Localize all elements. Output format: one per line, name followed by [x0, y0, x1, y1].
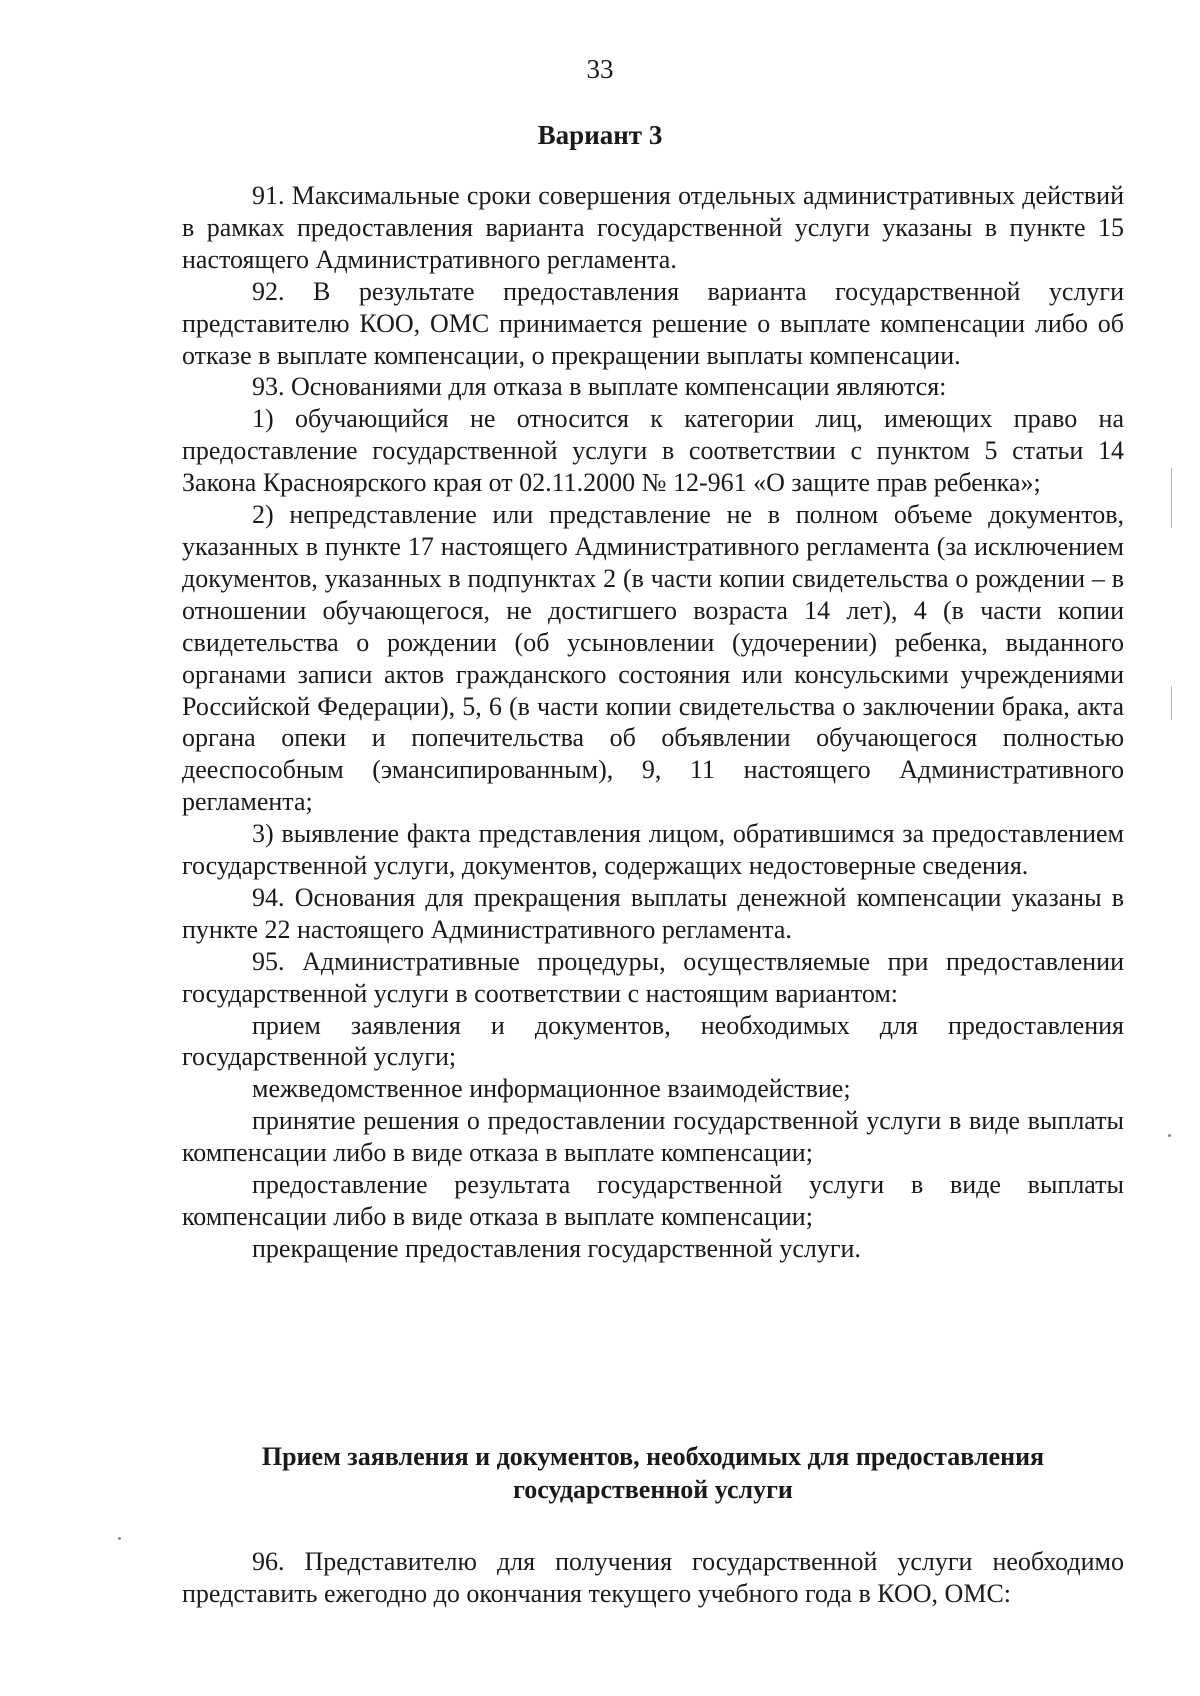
- section-heading: Прием заявления и документов, необходимых для предоставления государственной услуги: [261, 1442, 1045, 1504]
- procedure-item-1: прием заявления и документов, необходимых для предоставления государственной услуги;: [182, 1010, 1124, 1072]
- scan-artifact-dot: [1168, 1134, 1171, 1137]
- paragraph-93: 93. Основаниями для отказа в выплате компенсации являются:: [252, 372, 947, 402]
- procedure-item-2: межведомственное информационное взаимодействие;: [252, 1074, 851, 1104]
- scan-artifact-dot: [118, 1537, 121, 1540]
- paragraph-94: 94. Основания для прекращения выплаты денежной компенсации указаны в пункте 22 настоящего Административного регламента.: [182, 882, 1124, 944]
- list-item-2: 2) непредставление или представление не в полном объеме документов, указанных в пункте 17 настоящего Административного регламента (за исключением документов, указанных в подпунктах 2 (в части копии свидетельства о рождении – в отношении обучающегося, не достигшего возраста 14 лет), 4 (в части копии свидетельства о рождении (об усыновлении (удочерении) ребенка, выданного органами записи актов гражданского состояния или консульскими учреждениями Российской Федерации), 5, 6 (в части копии свидетельства о заключении брака, акта органа опеки и попечительства об объявлении обучающегося полностью дееспособным (эмансипированным), 9, 11 настоящего Административного регламента;: [182, 500, 1124, 817]
- page-number: 33: [586, 54, 614, 84]
- procedure-item-3: принятие решения о предоставлении государственной услуги в виде выплаты компенсации либо в виде отказа в выплате компенсации;: [182, 1106, 1124, 1168]
- list-item-1: 1) обучающийся не относится к категории лиц, имеющих право на предоставление государственной услуги в соответствии с пунктом 5 статьи 14 Закона Красноярского края от 02.11.2000 № 12-961 «О защите прав ребенка»;: [182, 404, 1124, 498]
- document-body-continued: [182, 1546, 1124, 1610]
- document-body: [182, 180, 1124, 1265]
- scan-artifact-mark: [1171, 468, 1172, 528]
- paragraph-96: 96. Представителю для получения государственной услуги необходимо представить ежегодно до окончания текущего учебного года в КОО, ОМС:: [182, 1547, 1124, 1608]
- scan-artifact-mark: [1171, 686, 1172, 720]
- procedure-item-5: прекращение предоставления государственной услуги.: [252, 1233, 861, 1263]
- list-item-3: 3) выявление факта представления лицом, обратившимся за предоставлением государственной услуги, документов, содержащих недостоверные сведения.: [182, 819, 1124, 881]
- paragraph-91: 91. Максимальные сроки совершения отдельных административных действий в рамках предоставления варианта государственной услуги указаны в пункте 15 настоящего Административного регламента.: [182, 181, 1124, 274]
- paragraph-95: 95. Административные процедуры, осуществляемые при предоставлении государственной услуги в соответствии с настоящим вариантом:: [182, 946, 1124, 1008]
- variant-heading: Вариант 3: [537, 120, 663, 150]
- procedure-item-4: предоставление результата государственной услуги в виде выплаты компенсации либо в виде отказа в выплате компенсации;: [182, 1170, 1124, 1231]
- paragraph-92: 92. В результате предоставления варианта государственной услуги представителю КОО, ОМС принимается решение о выплате компенсации либо об отказе в выплате компенсации, о прекращении выплаты компенсации.: [182, 276, 1124, 370]
